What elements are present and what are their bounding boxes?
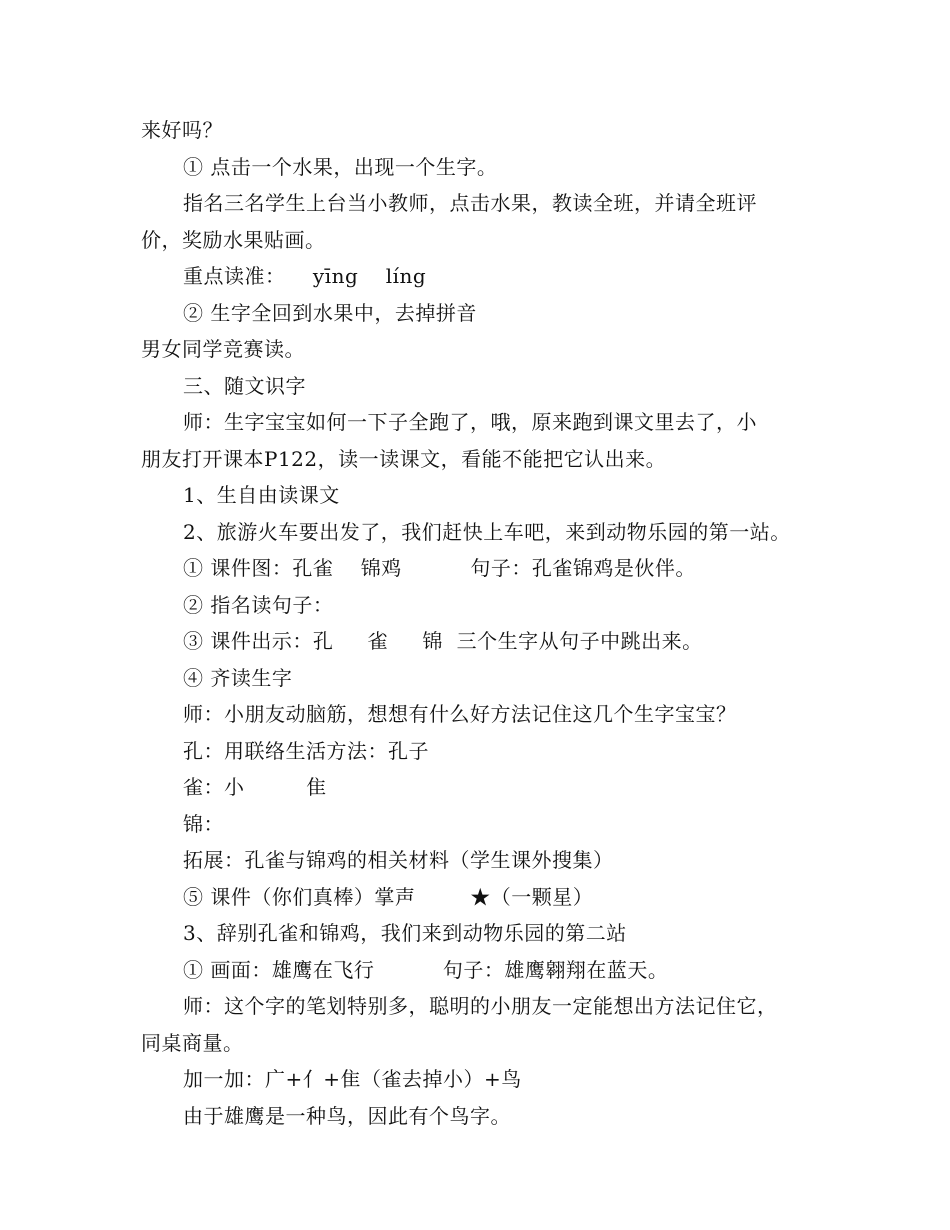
text-line: ① 点击一个水果，出现一个生字。 (183, 154, 498, 179)
text-line: 1、生自由读课文 (183, 483, 340, 507)
text-line: ① 课件图：孔雀 锦鸡 句子：孔雀锦鸡是伙伴。 (183, 556, 696, 580)
text-line: 朋友打开课本P122，读一读课文，看能不能把它认出来。 (141, 446, 667, 471)
text-line: 由于雄鹰是一种鸟，因此有个鸟字。 (183, 1103, 511, 1128)
text-line: ② 指名读句子： (183, 592, 334, 617)
text-line: ⑤ 课件（你们真棒）掌声 ★（一颗星） (183, 884, 594, 909)
text-line: 拓展：孔雀与锦鸡的相关材料（学生课外搜集） (183, 848, 614, 872)
text-line: 同桌商量。 (141, 1030, 244, 1055)
text-line: 加一加：广+亻+隹（雀去掉小）+鸟 (183, 1067, 522, 1091)
text-line: 雀：小 隹 (183, 775, 327, 799)
text-line: 2、旅游火车要出发了，我们赶快上车吧，来到动物乐园的第一站。 (183, 519, 791, 544)
text-line: ① 画面：雄鹰在飞行 句子：雄鹰翱翔在蓝天。 (183, 957, 669, 982)
text-line: 师：生字宝宝如何一下子全跑了，哦，原来跑到课文里去了，小 (183, 410, 757, 434)
text-line: 价，奖励水果贴画。 (141, 227, 326, 252)
text-line: 孔：用联络生活方法：孔子 (183, 738, 429, 763)
text-line: 重点读准： yīng líng (183, 264, 427, 288)
text-line: 锦： (183, 811, 224, 836)
text-line: ③ 课件出示：孔 雀 锦 三个生字从句子中跳出来。 (183, 629, 703, 653)
text-line: 男女同学竞赛读。 (141, 337, 305, 361)
text-line: ② 生字全回到水果中，去掉拼音 (183, 300, 477, 325)
text-line: 师：这个字的笔划特别多，聪明的小朋友一定能想出方法记住它， (183, 994, 778, 1018)
text-line: 来好吗？ (141, 118, 223, 142)
text-line: 师：小朋友动脑筋，想想有什么好方法记住这几个生字宝宝？ (183, 702, 737, 726)
text-line: ④ 齐读生字 (183, 665, 293, 690)
text-line: 3、辞别孔雀和锦鸡，我们来到动物乐园的第二站 (183, 921, 627, 945)
text-line: 指名三名学生上台当小教师，点击水果，教读全班，并请全班评 (183, 191, 757, 215)
lesson-plan-text (141, 112, 811, 1134)
section-heading: 三、随文识字 (183, 373, 306, 398)
